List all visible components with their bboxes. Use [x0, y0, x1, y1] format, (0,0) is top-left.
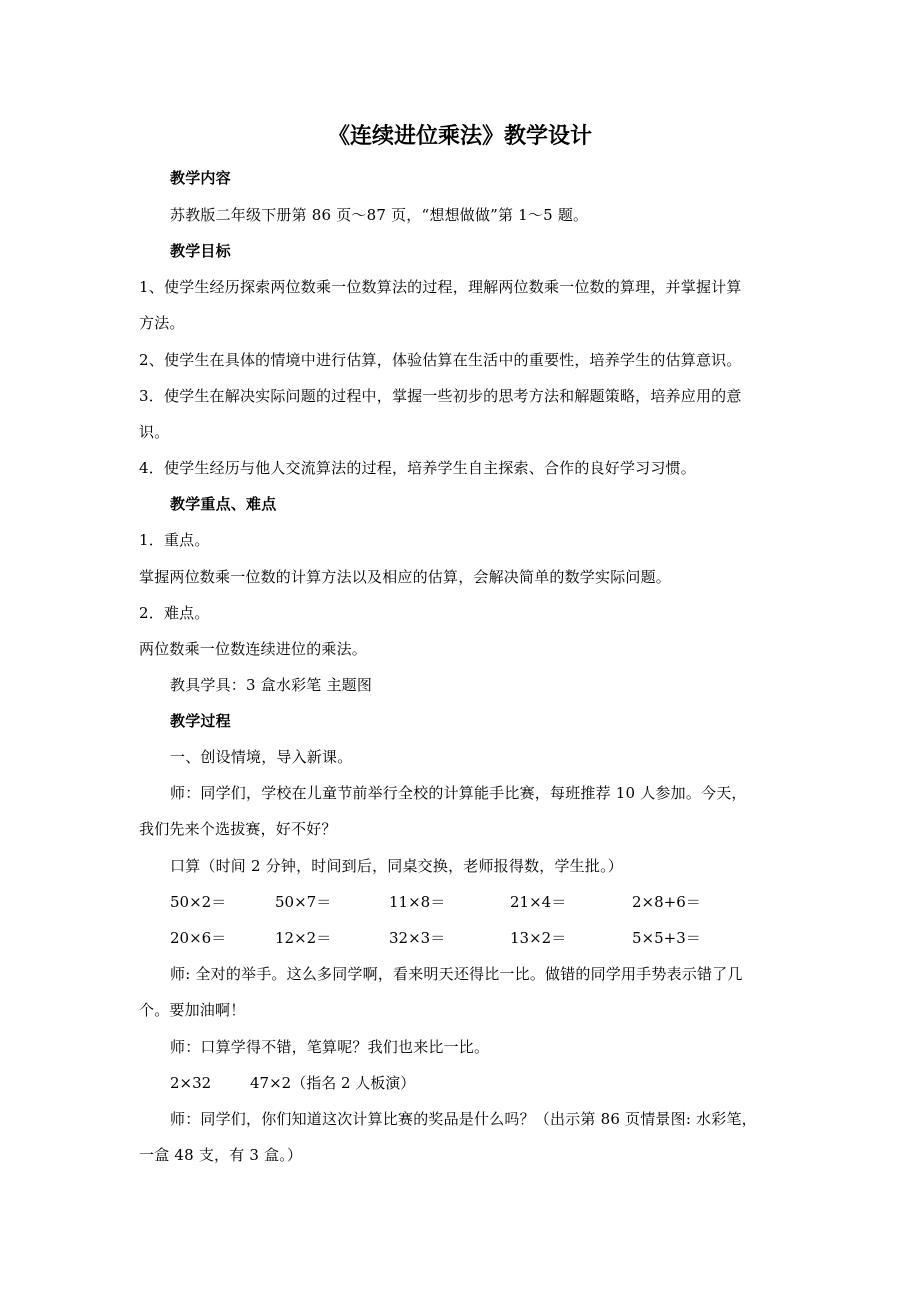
teacher-line-1b: 我们先来个选拔赛，好不好？ [139, 820, 337, 838]
problem: 2×8+6＝ [632, 893, 701, 911]
written-problem-1: 2×32 [170, 1074, 212, 1092]
written-problem-2: 47×2（指名 2 人板演） [250, 1074, 416, 1092]
teacher-line-1a: 师：同学们，学校在儿童节前举行全校的计算能手比赛，每班推荐 10 人参加。今天， [170, 784, 747, 802]
heading-key-points: 教学重点、难点 [170, 495, 277, 513]
content-text: 苏教版二年级下册第 86 页～87 页，“想想做做”第 1～5 题。 [170, 206, 589, 224]
problem: 12×2＝ [275, 929, 332, 947]
goal-2: 2、使学生在具体的情境中进行估算，体验估算在生活中的重要性，培养学生的估算意识。 [139, 351, 742, 369]
problem: 20×6＝ [170, 929, 227, 947]
teaching-tools: 教具学具：3 盒水彩笔 主题图 [170, 676, 373, 694]
goal-3-line-2: 识。 [139, 423, 170, 441]
key-point-1-text: 掌握两位数乘一位数的计算方法以及相应的估算，会解决简单的数学实际问题。 [139, 568, 672, 586]
problem: 11×8＝ [389, 893, 446, 911]
goal-4: 4．使学生经历与他人交流算法的过程，培养学生自主探索、合作的良好学习习惯。 [139, 459, 696, 477]
teacher-line-2a: 师: 全对的举手。这么多同学啊，看来明天还得比一比。做错的同学用手势表示错了几 [170, 965, 743, 983]
teacher-line-4a: 师：同学们，你们知道这次计算比赛的奖品是什么吗？（出示第 86 页情景图: 水彩笔， [170, 1110, 757, 1128]
problem: 32×3＝ [389, 929, 446, 947]
goal-3-line-1: 3．使学生在解决实际问题的过程中，掌握一些初步的思考方法和解题策略，培养应用的意 [139, 387, 742, 405]
document-title: 《连续进位乘法》教学设计 [327, 124, 592, 149]
problem: 50×7＝ [275, 893, 332, 911]
heading-teaching-process: 教学过程 [170, 712, 231, 730]
teacher-line-2b: 个。要加油啊！ [139, 1001, 246, 1019]
problem: 13×2＝ [510, 929, 567, 947]
step-1: 一、创设情境，导入新课。 [170, 748, 353, 766]
problem: 50×2＝ [170, 893, 227, 911]
teacher-line-4b: 一盒 48 支，有 3 盒。） [139, 1146, 303, 1164]
problem: 21×4＝ [510, 893, 567, 911]
key-point-2-text: 两位数乘一位数连续进位的乘法。 [139, 640, 368, 658]
heading-teaching-goals: 教学目标 [170, 242, 231, 260]
goal-1-line-1: 1、使学生经历探索两位数乘一位数算法的过程，理解两位数乘一位数的算理，并掌握计算 [139, 278, 742, 296]
goal-1-line-2: 方法。 [139, 314, 185, 332]
teacher-line-3: 师：口算学得不错，笔算呢？我们也来比一比。 [170, 1038, 490, 1056]
problem: 5×5+3＝ [632, 929, 701, 947]
key-point-1-label: 1．重点。 [139, 531, 210, 549]
key-point-2-label: 2．难点。 [139, 604, 210, 622]
oral-calculation-note: 口算（时间 2 分钟，时间到后，同桌交换，老师报得数，学生批。） [170, 857, 623, 875]
heading-teaching-content: 教学内容 [170, 169, 231, 187]
